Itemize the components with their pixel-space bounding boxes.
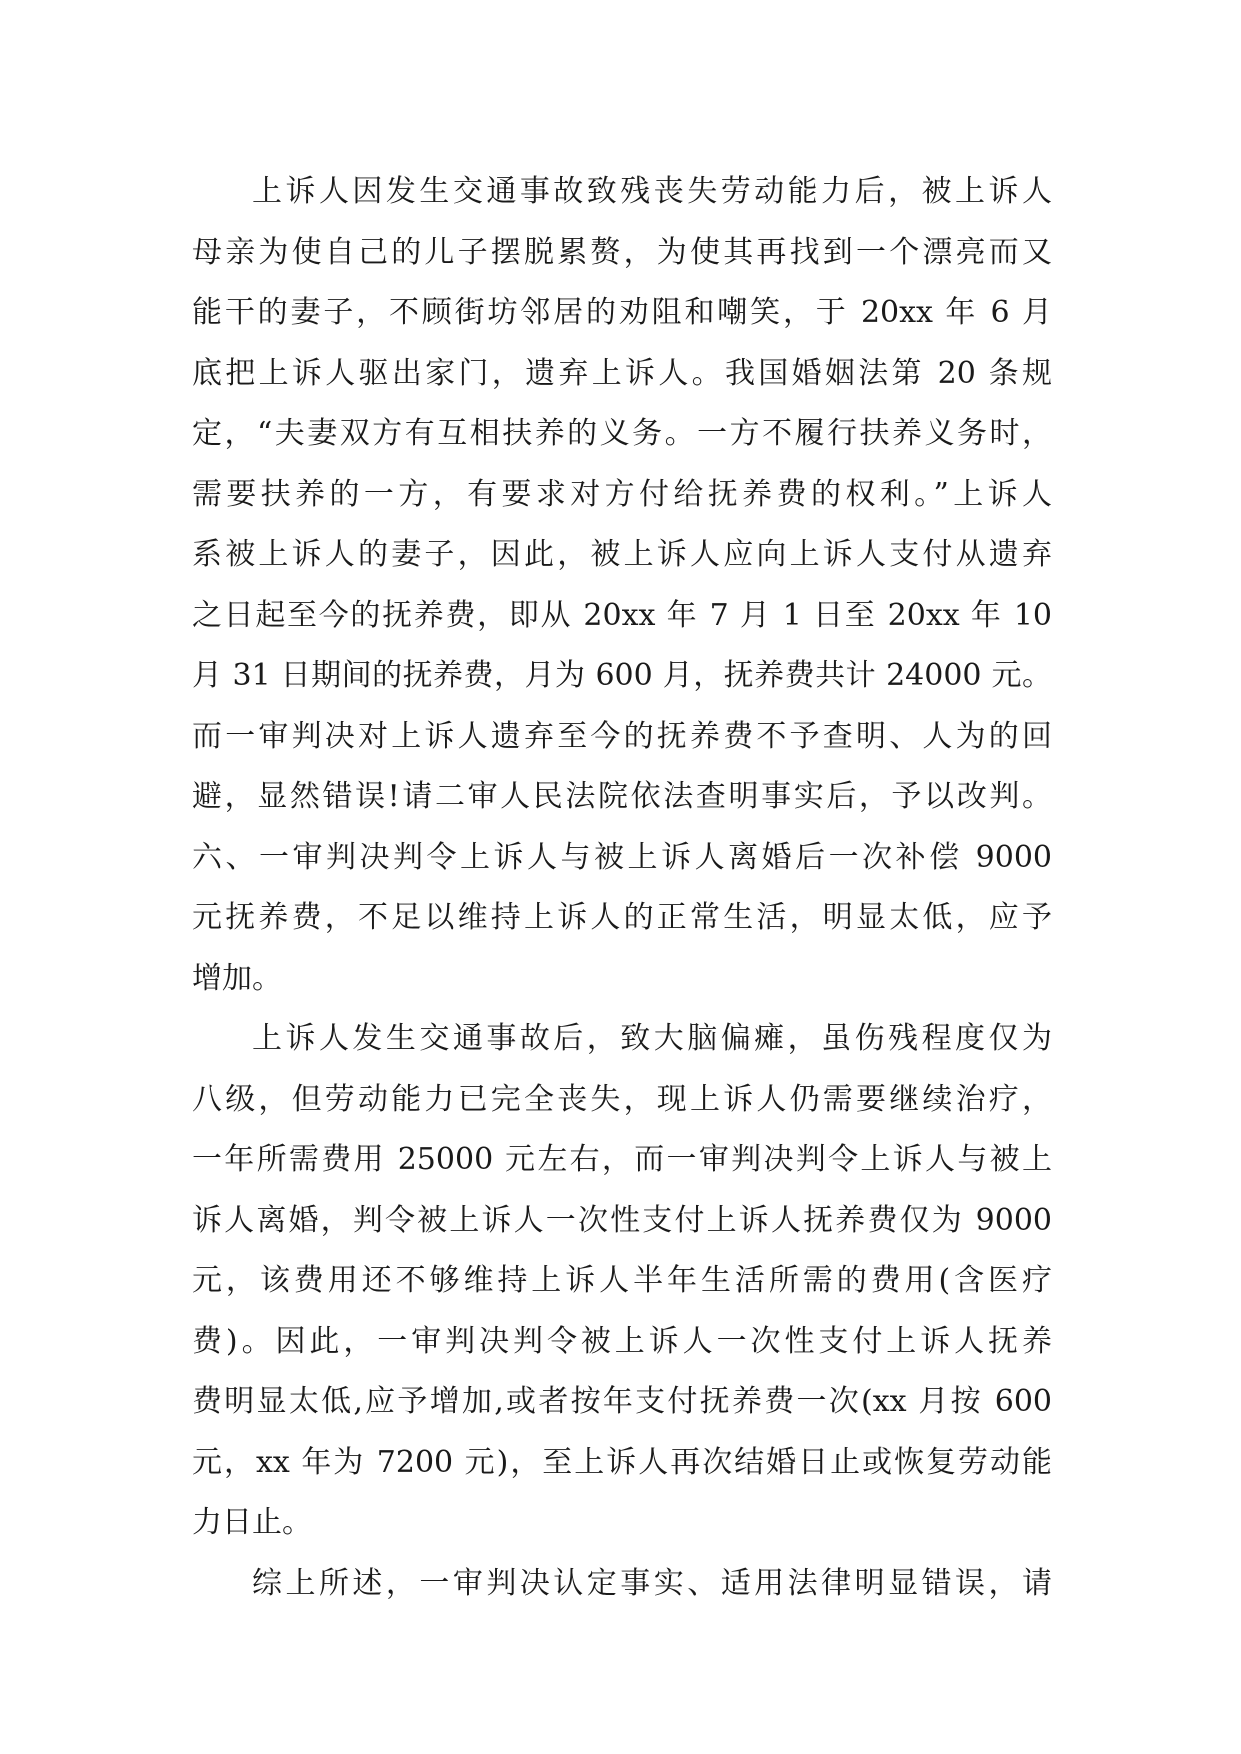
paragraph-line: 增加。	[192, 960, 282, 996]
paragraph-line: 八级，但劳动能力已完全丧失，现上诉人仍需要继续治疗，	[192, 1081, 1052, 1117]
paragraph-line: 系被上诉人的妻子，因此，被上诉人应向上诉人支付从遗弃	[192, 537, 1052, 572]
paragraph-line: 定，“夫妻双方有互相扶养的义务。一方不履行扶养义务时，	[192, 416, 1052, 451]
paragraph-line: 需要扶养的一方，有要求对方付给抚养费的权利。”上诉人	[192, 476, 1052, 512]
paragraph-line: 月 31 日期间的抚养费，月为 600 月，抚养费共计 24000 元。	[192, 658, 1052, 693]
paragraph-line: 费明显太低,应予增加,或者按年支付抚养费一次(xx 月按 600	[192, 1384, 1052, 1419]
paragraph-line: 元，该费用还不够维持上诉人半年生活所需的费用(含医疗	[192, 1263, 1052, 1298]
paragraph-line: 上诉人发生交通事故后，致大脑偏瘫，虽伤残程度仅为	[252, 1021, 1052, 1056]
paragraph-line: 而一审判决对上诉人遗弃至今的抚养费不予查明、人为的回	[192, 718, 1052, 754]
paragraph-line: 底把上诉人驱出家门，遗弃上诉人。我国婚姻法第 20 条规	[192, 355, 1052, 391]
paragraph-line: 六、一审判决判令上诉人与被上诉人离婚后一次补偿 9000	[192, 839, 1052, 875]
paragraph-line: 费)。因此，一审判决判令被上诉人一次性支付上诉人抚养	[192, 1323, 1052, 1359]
paragraph-line: 上诉人因发生交通事故致残丧失劳动能力后，被上诉人	[252, 174, 1052, 209]
paragraph-line: 力日止。	[192, 1505, 312, 1540]
paragraph-line: 综上所述，一审判决认定事实、适用法律明显错误，请	[252, 1565, 1052, 1601]
paragraph-line: 之日起至今的抚养费，即从 20xx 年 7 月 1 日至 20xx 年 10	[192, 597, 1052, 633]
paragraph-line: 一年所需费用 25000 元左右，而一审判决判令上诉人与被上	[192, 1142, 1052, 1177]
paragraph-line: 能干的妻子，不顾街坊邻居的劝阻和嘲笑，于 20xx 年 6 月	[192, 295, 1052, 330]
paragraph-line: 母亲为使自己的儿子摆脱累赘，为使其再找到一个漂亮而又	[192, 234, 1052, 270]
paragraph-line: 避，显然错误!请二审人民法院依法查明事实后，予以改判。	[192, 779, 1052, 814]
paragraph-line: 元，xx 年为 7200 元)，至上诉人再次结婚日止或恢复劳动能	[192, 1444, 1052, 1480]
paragraph-line: 诉人离婚，判令被上诉人一次性支付上诉人抚养费仅为 9000	[192, 1202, 1052, 1238]
document-body	[192, 162, 1052, 1614]
paragraph-line: 元抚养费，不足以维持上诉人的正常生活，明显太低，应予	[192, 900, 1052, 935]
